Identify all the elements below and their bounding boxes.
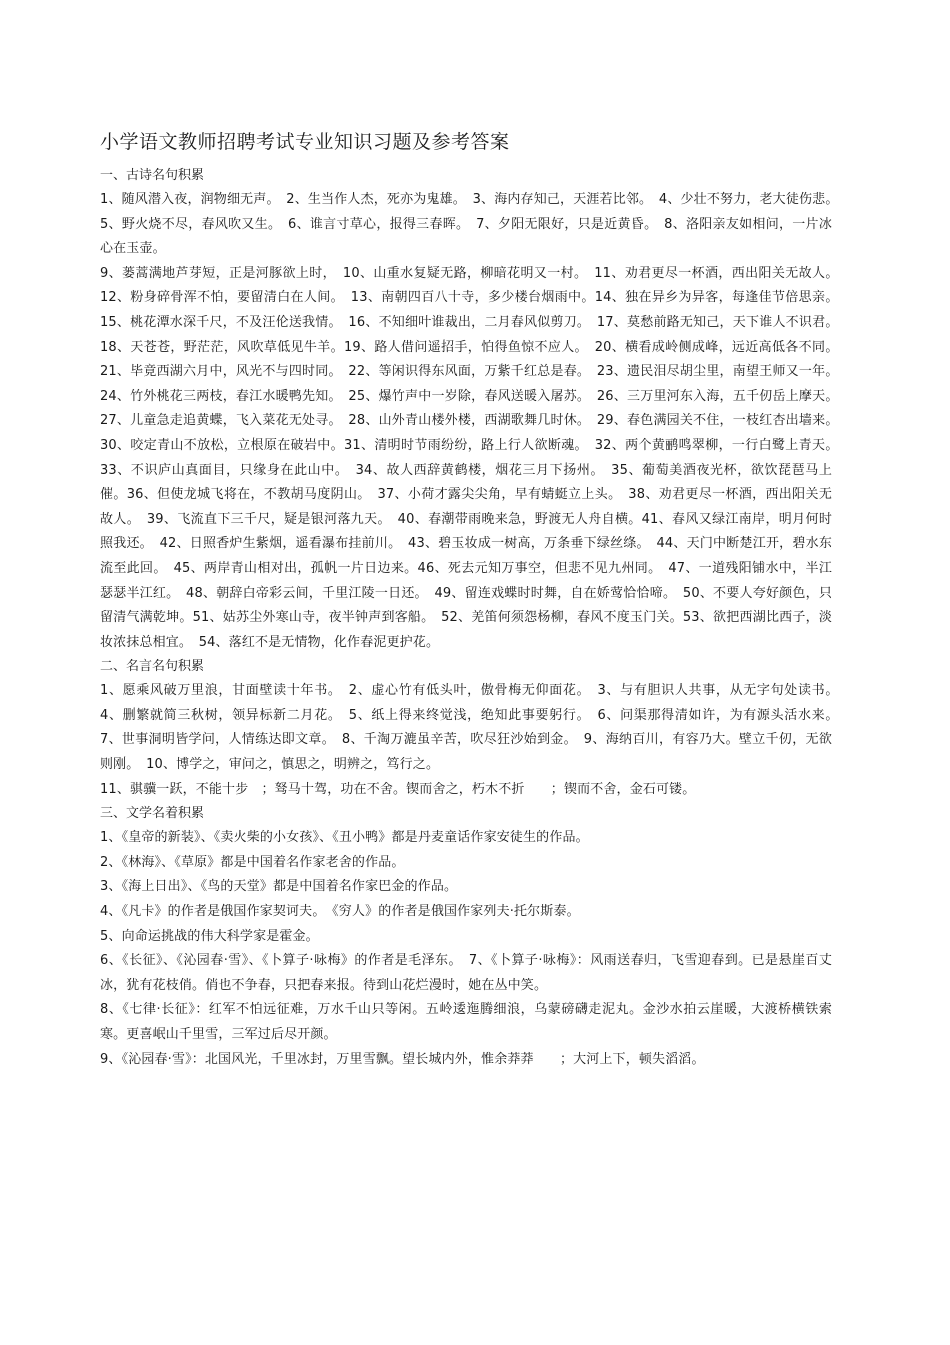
- literature-item: 5、向命运挑战的伟大科学家是霍金。: [100, 928, 319, 944]
- section-heading: 三、文学名着积累: [100, 806, 205, 822]
- section-classical-poetry: [100, 164, 846, 655]
- document-page: [100, 128, 846, 1072]
- section-famous-quotes: [100, 655, 846, 802]
- section-heading: 一、古诗名句积累: [100, 168, 205, 183]
- literature-item: 9、《沁园春·雪》：北国风光，千里冰封，万里雪飘。望长城内外，惟余莽莽 ；大河上下，顿失滔滔。: [100, 1051, 705, 1067]
- literature-item: 8、《七律·长征》：红军不怕远征难，万水千山只等闲。五岭逶迤腾细浪，乌蒙磅礴走泥丸。金沙水拍云崖暖，大渡桥横铁索寒。更喜岷山千里雪，三军过后尽开颜。: [100, 1002, 832, 1042]
- quotes-paragraph: 11、骐骥一跃，不能十步 ；驽马十驾，功在不舍。锲而舍之，朽木不折 ；锲而不舍，金石可镂。: [100, 781, 696, 797]
- poetry-paragraph: 9、蒌蒿满地芦芽短，正是河豚欲上时， 10、山重水复疑无路，柳暗花明又一村。 11、劝君更尽一杯酒，西出阳关无故人。 12、粉身碎骨浑不怕，要留清白在人间。 13、南朝四百八十寺，多少楼台烟雨中。14、独在异乡为异客，每逢佳节倍思亲。 15、桃花潭水深千尺，不及汪伦送我情。 16、不知细叶谁裁出，二月春风似剪刀。 17、莫愁前路无知己，天下谁人不识君。 18、天苍苍，野茫茫，风吹草低见牛羊。19、路人借问遥招手，怕得鱼惊不应人。 20、横看成岭侧成峰，远近高低各不同。 21、毕竟西湖六月中，风光不与四时同。 22、等闲识得东风面，万紫千红总是春。 23、遗民泪尽胡尘里，南望王师又一年。 24、竹外桃花三两枝，春江水暖鸭先知。 25、爆竹声中一岁除，春风送暖入屠苏。 26、三万里河东入海，五千仞岳上摩天。 27、儿童急走追黄蝶，飞入菜花无处寻。 28、山外青山楼外楼，西湖歌舞几时休。 29、春色满园关不住，一枝红杏出墙来。 30、咬定青山不放松，立根原在破岩中。31、清明时节雨纷纷，路上行人欲断魂。 32、两个黄鹂鸣翠柳，一行白鹭上青天。 33、不识庐山真面目，只缘身在此山中。 34、故人西辞黄鹤楼，烟花三月下扬州。 35、葡萄美酒夜光杯，欲饮琵琶马上催。36、但使龙城飞将在，不教胡马度阴山。 37、小荷才露尖尖角，早有蜻蜓立上头。 38、劝君更尽一杯酒，西出阳关无故人。 39、飞流直下三千尺，疑是银河落九天。 40、春潮带雨晚来急，野渡无人舟自横。41、春风又绿江南岸，明月何时照我还。 42、日照香炉生紫烟，遥看瀑布挂前川。 43、碧玉妆成一树高，万条垂下绿丝绦。 44、天门中断楚江开，碧水东流至此回。 45、两岸青山相对出，孤帆一片日边来。46、死去元知万事空，但悲不见九州同。 47、一道残阳铺水中，半江瑟瑟半江红。 48、朝辞白帝彩云间，千里江陵一日还。 49、留连戏蝶时时舞，自在娇莺恰恰啼。 50、不要人夸好颜色，只留清气满乾坤。51、姑苏尘外寒山寺，夜半钟声到客船。 52、羌笛何须怨杨柳，春风不度玉门关。53、欲把西湖比西子，淡妆浓抹总相宜。 54、落红不是无情物，化作春泥更护花。: [100, 265, 846, 650]
- section-literary-works: [100, 802, 832, 1072]
- literature-item: 4、《凡卡》的作者是俄国作家契诃夫。 《穷人》的作者是俄国作家列夫·托尔斯泰。: [100, 904, 580, 920]
- literature-item: 3、《海上日出》、《鸟的天堂》都是中国着名作家巴金的作品。: [100, 879, 458, 895]
- literature-item: 6、《长征》、《沁园春·雪》、《卜算子·咏梅》的作者是毛泽东。 7、《卜算子·咏梅》：风雨送春归，飞雪迎春到。已是悬崖百丈冰，犹有花枝俏。俏也不争春，只把春来报。待到山花烂漫时，她在丛中笑。: [100, 953, 832, 993]
- poetry-paragraph: 1、随风潜入夜，润物细无声。 2、生当作人杰，死亦为鬼雄。 3、海内存知己，天涯若比邻。 4、少壮不努力，老大徒伤悲。 5、野火烧不尽，春风吹又生。 6、谁言寸草心，报得三春晖。 7、夕阳无限好，只是近黄昏。 8、洛阳亲友如相问，一片冰心在玉壶。: [100, 192, 846, 257]
- quotes-paragraph: 1、愿乘风破万里浪，甘面壁读十年书。 2、虚心竹有低头叶，傲骨梅无仰面花。 3、与有胆识人共事，从无字句处读书。 4、删繁就简三秋树，领异标新二月花。 5、纸上得来终觉浅，绝知此事要躬行。 6、问渠那得清如许，为有源头活水来。 7、世事洞明皆学问，人情练达即文章。 8、千淘万漉虽辛苦，吹尽狂沙始到金。 9、海纳百川，有容乃大。壁立千仞，无欲则刚。 10、博学之，审问之，慎思之，明辨之，笃行之。: [100, 683, 846, 773]
- literature-item: 1、《皇帝的新装》、《卖火柴的小女孩》、《丑小鸭》都是丹麦童话作家安徒生的作品。: [100, 830, 589, 846]
- literature-item: 2、《林海》、《草原》都是中国着名作家老舍的作品。: [100, 854, 405, 870]
- section-heading: 二、名言名句积累: [100, 659, 205, 675]
- document-title: 小学语文教师招聘考试专业知识习题及参考答案: [100, 131, 510, 153]
